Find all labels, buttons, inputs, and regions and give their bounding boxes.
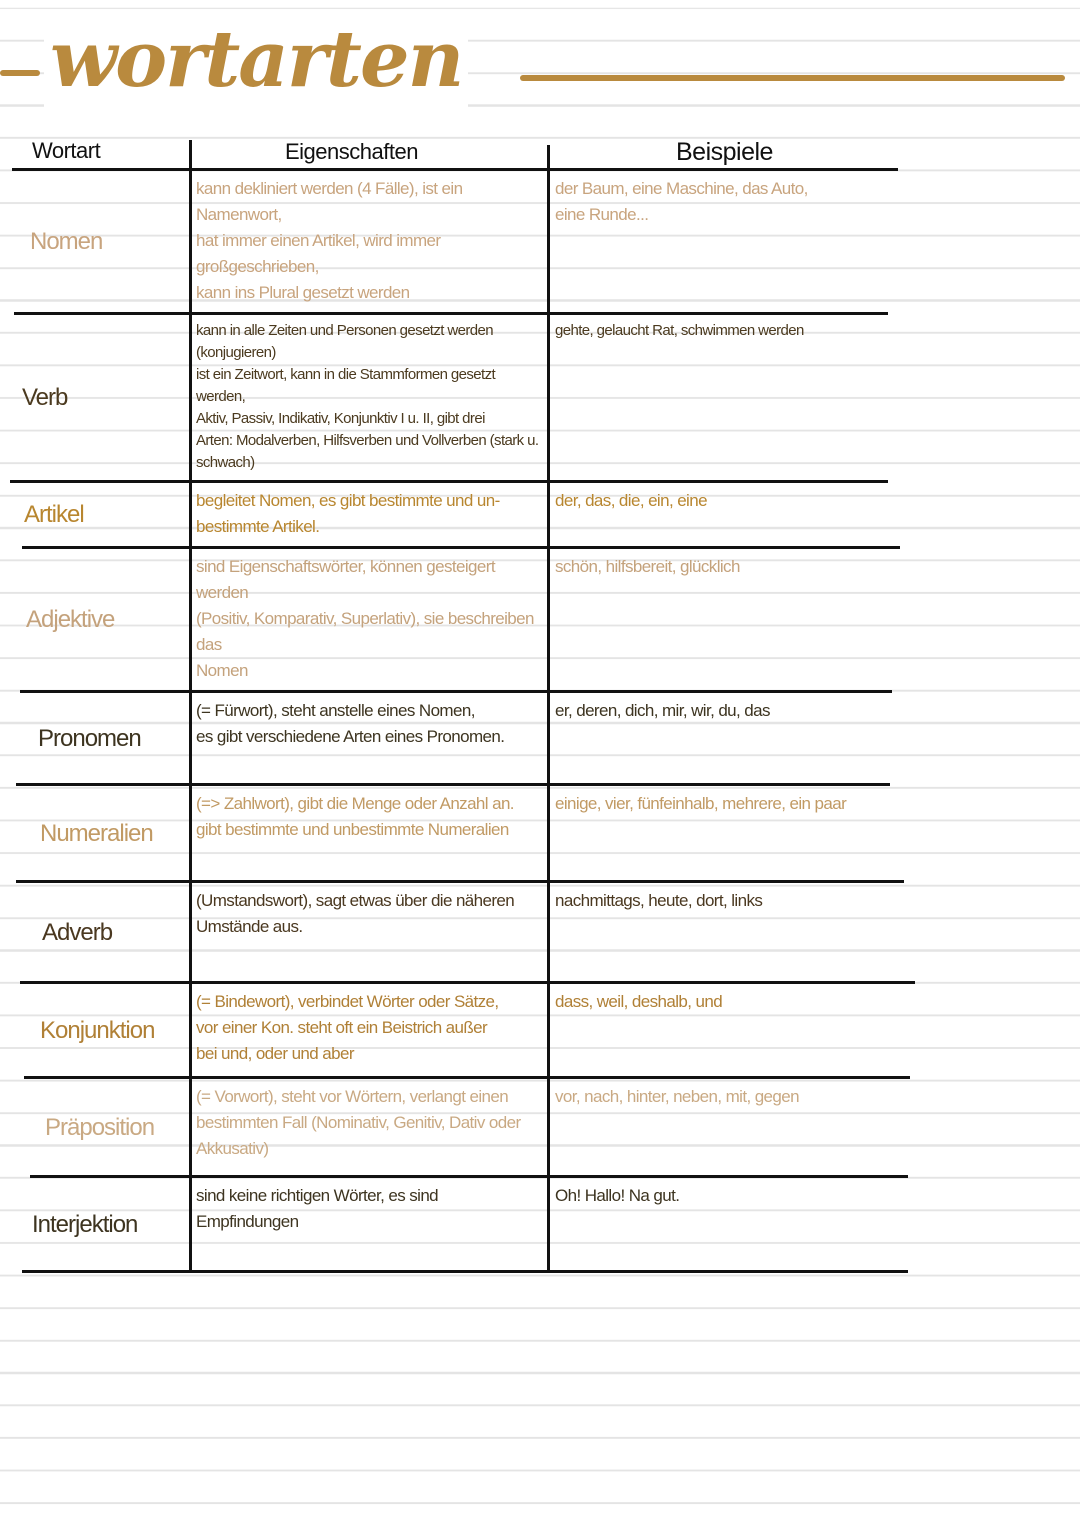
row-wortart: Verb — [22, 384, 68, 411]
row-divider — [30, 1175, 908, 1178]
row-beispiele: einige, vier, fünfeinhalb, mehrere, ein paar — [555, 794, 847, 813]
row-beispiele: dass, weil, deshalb, und — [555, 992, 723, 1011]
row-beispiele: der, das, die, ein, eine — [555, 491, 707, 510]
row-beispiele: Oh! Hallo! Na gut. — [555, 1186, 680, 1205]
header-wortart: Wortart — [32, 138, 101, 163]
row-beispiele: nachmittags, heute, dort, links — [555, 891, 763, 910]
row-beispiele: er, deren, dich, mir, wir, du, das — [555, 701, 770, 720]
row-wortart: Nomen — [30, 228, 103, 255]
title-line-left — [0, 70, 40, 76]
row-divider — [12, 168, 898, 171]
row-wortart: Numeralien — [40, 820, 153, 847]
row-beispiele: vor, nach, hinter, neben, mit, gegen — [555, 1087, 799, 1106]
row-divider — [20, 690, 892, 693]
header-eigenschaften: Eigenschaften — [285, 139, 418, 164]
row-wortart: Präposition — [45, 1114, 155, 1141]
row-wortart: Adjektive — [26, 606, 115, 633]
row-wortart: Artikel — [24, 501, 84, 528]
row-wortart: Adverb — [42, 919, 113, 946]
row-divider — [16, 880, 904, 883]
row-divider — [20, 981, 915, 984]
row-eigenschaften: kann in alle Zeiten und Personen gesetzt werden (konjugieren) ist ein Zeitwort, kann in die Stammformen gesetzt werden, Aktiv, Passiv, Indikativ, Konjunktiv I u. II, gibt drei Arten: Modalverben, Hilfsverben und Vollverben (stark u. schwach) — [196, 322, 539, 471]
row-divider — [24, 1076, 910, 1079]
title-line-right — [520, 75, 1065, 81]
page-title: wortarten — [44, 10, 468, 110]
row-eigenschaften: (=> Zahlwort), gibt die Menge oder Anzahl an. gibt bestimmte und unbestimmte Numeralien — [196, 794, 514, 839]
row-eigenschaften: sind keine richtigen Wörter, es sind Empfindungen — [196, 1186, 439, 1231]
row-eigenschaften: (= Vorwort), steht vor Wörtern, verlangt einen bestimmten Fall (Nominativ, Genitiv, Dativ oder Akkusativ) — [196, 1087, 521, 1158]
row-wortart: Konjunktion — [40, 1017, 155, 1044]
row-eigenschaften: (= Bindewort), verbindet Wörter oder Sätze, vor einer Kon. steht oft ein Beistrich außer bei und, oder und aber — [196, 992, 499, 1063]
row-wortart: Interjektion — [32, 1211, 138, 1238]
row-eigenschaften: (= Fürwort), steht anstelle eines Nomen, es gibt verschiedene Arten eines Pronomen. — [196, 701, 505, 746]
row-divider — [16, 783, 890, 786]
row-eigenschaften: kann dekliniert werden (4 Fälle), ist ein Namenwort, hat immer einen Artikel, wird immer großgeschrieben, kann ins Plural gesetzt werden — [196, 179, 463, 302]
row-divider — [22, 546, 900, 549]
row-divider — [14, 312, 888, 315]
row-divider — [10, 480, 888, 483]
row-wortart: Pronomen — [38, 725, 141, 752]
row-beispiele: schön, hilfsbereit, glücklich — [555, 557, 740, 576]
column-divider-1 — [189, 140, 192, 1272]
row-divider — [22, 1270, 908, 1273]
row-beispiele: gehte, gelaucht Rat, schwimmen werden — [555, 322, 804, 339]
row-eigenschaften: (Umstandswort), sagt etwas über die näheren Umstände aus. — [196, 891, 515, 936]
row-eigenschaften: sind Eigenschaftswörter, können gesteigert werden (Positiv, Komparativ, Superlativ), sie beschreiben das Nomen — [196, 557, 534, 680]
row-eigenschaften: begleitet Nomen, es gibt bestimmte und un- bestimmte Artikel. — [196, 491, 500, 536]
header-beispiele: Beispiele — [676, 138, 773, 166]
row-beispiele: der Baum, eine Maschine, das Auto, eine Runde... — [555, 179, 808, 224]
